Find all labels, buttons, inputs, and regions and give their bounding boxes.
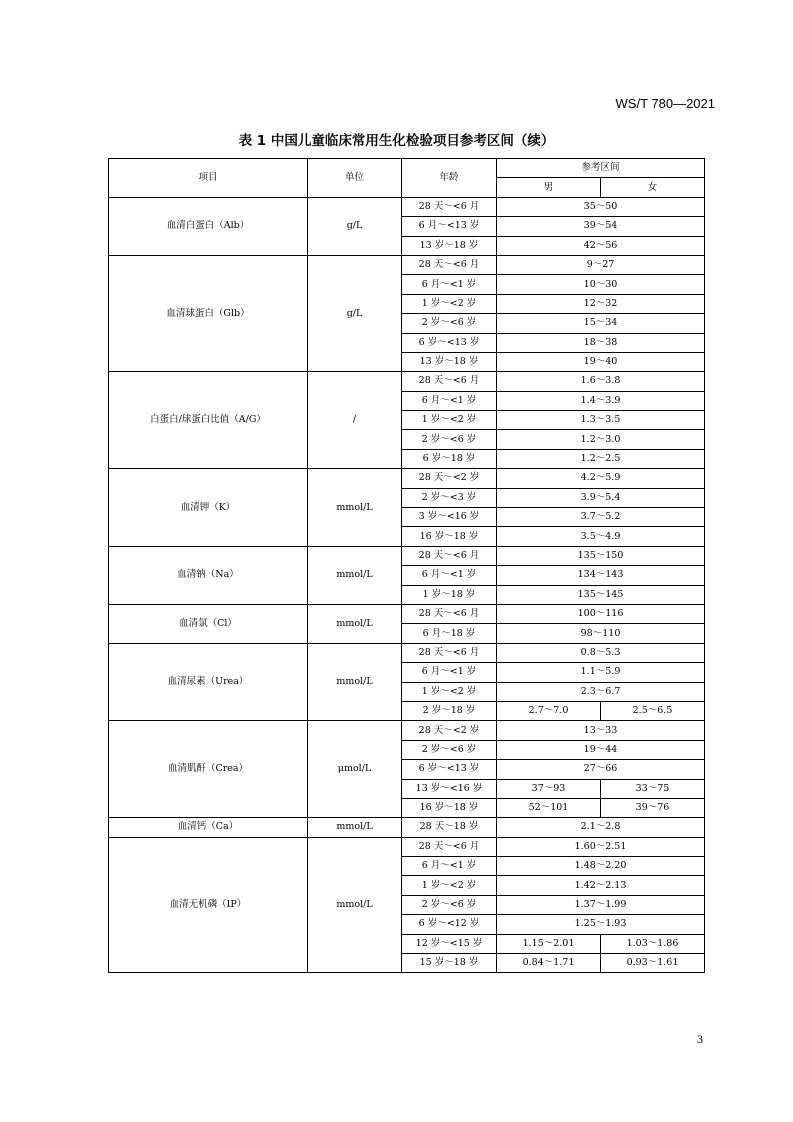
- table-row: [109, 837, 705, 856]
- reference-interval-cell: 15～34: [497, 314, 705, 333]
- age-cell: 6 岁～<12 岁: [402, 915, 497, 934]
- reference-interval-cell: 4.2～5.9: [497, 469, 705, 488]
- female-interval-cell: 2.5～6.5: [601, 701, 705, 720]
- age-cell: 2 岁～<3 岁: [402, 488, 497, 507]
- unit-cell: mmol/L: [308, 818, 402, 837]
- age-cell: 13 岁～<16 岁: [402, 779, 497, 798]
- male-interval-cell: 2.7～7.0: [497, 701, 601, 720]
- age-cell: 6 岁～18 岁: [402, 449, 497, 468]
- age-cell: 2 岁～<6 岁: [402, 314, 497, 333]
- reference-interval-cell: 35～50: [497, 197, 705, 216]
- age-cell: 2 岁～18 岁: [402, 701, 497, 720]
- age-cell: 13 岁～18 岁: [402, 236, 497, 255]
- reference-interval-cell: 1.2～2.5: [497, 449, 705, 468]
- header-female: 女: [601, 178, 705, 197]
- table-row: [109, 372, 705, 391]
- item-name-cell: 血清尿素（Urea）: [109, 643, 308, 721]
- age-cell: 1 岁～<2 岁: [402, 294, 497, 313]
- age-cell: 6 岁～<13 岁: [402, 760, 497, 779]
- age-cell: 28 天～<6 月: [402, 604, 497, 623]
- reference-interval-cell: 98～110: [497, 624, 705, 643]
- reference-interval-cell: 1.1～5.9: [497, 663, 705, 682]
- header-age: 年龄: [402, 159, 497, 198]
- reference-interval-cell: 19～40: [497, 352, 705, 371]
- item-name-cell: 血清白蛋白（Alb）: [109, 197, 308, 255]
- age-cell: 28 天～<2 岁: [402, 469, 497, 488]
- reference-interval-cell: 1.6～3.8: [497, 372, 705, 391]
- reference-interval-cell: 2.3～6.7: [497, 682, 705, 701]
- reference-interval-cell: 135～145: [497, 585, 705, 604]
- unit-cell: mmol/L: [308, 643, 402, 721]
- female-interval-cell: 33～75: [601, 779, 705, 798]
- age-cell: 1 岁～<2 岁: [402, 682, 497, 701]
- unit-cell: mmol/L: [308, 837, 402, 973]
- age-cell: 16 岁～18 岁: [402, 798, 497, 817]
- age-cell: 15 岁～18 岁: [402, 954, 497, 973]
- age-cell: 28 天～<2 岁: [402, 721, 497, 740]
- reference-interval-cell: 135～150: [497, 546, 705, 565]
- item-name-cell: 血清钙（Ca）: [109, 818, 308, 837]
- item-name-cell: 血清肌酐（Crea）: [109, 721, 308, 818]
- reference-interval-cell: 3.5～4.9: [497, 527, 705, 546]
- reference-interval-cell: 1.2～3.0: [497, 430, 705, 449]
- female-interval-cell: 39～76: [601, 798, 705, 817]
- reference-interval-cell: 1.3～3.5: [497, 411, 705, 430]
- reference-interval-cell: 42～56: [497, 236, 705, 255]
- item-name-cell: 血清无机磷（IP）: [109, 837, 308, 973]
- female-interval-cell: 1.03～1.86: [601, 934, 705, 953]
- reference-interval-cell: 19～44: [497, 740, 705, 759]
- male-interval-cell: 37～93: [497, 779, 601, 798]
- age-cell: 28 天～<6 月: [402, 643, 497, 662]
- table-header: [109, 159, 705, 198]
- reference-interval-cell: 39～54: [497, 217, 705, 236]
- age-cell: 6 月～18 岁: [402, 624, 497, 643]
- standard-code: WS/T 780—2021: [615, 96, 715, 111]
- reference-interval-cell: 12～32: [497, 294, 705, 313]
- reference-interval-cell: 3.7～5.2: [497, 508, 705, 527]
- table-row: [109, 604, 705, 623]
- table-title: 表 1 中国儿童临床常用生化检验项目参考区间（续）: [238, 133, 555, 149]
- page-number: 3: [697, 1032, 703, 1046]
- unit-cell: mmol/L: [308, 604, 402, 643]
- unit-cell: g/L: [308, 255, 402, 371]
- reference-interval-cell: 1.4～3.9: [497, 391, 705, 410]
- table-row: [109, 721, 705, 740]
- age-cell: 28 天～<6 月: [402, 372, 497, 391]
- age-cell: 2 岁～<6 岁: [402, 430, 497, 449]
- item-name-cell: 血清氯（Cl）: [109, 604, 308, 643]
- table-row: [109, 818, 705, 837]
- age-cell: 1 岁～<2 岁: [402, 876, 497, 895]
- male-interval-cell: 52～101: [497, 798, 601, 817]
- age-cell: 6 月～<1 岁: [402, 663, 497, 682]
- age-cell: 6 月～<1 岁: [402, 857, 497, 876]
- reference-interval-cell: 100～116: [497, 604, 705, 623]
- unit-cell: mmol/L: [308, 546, 402, 604]
- unit-cell: /: [308, 372, 402, 469]
- reference-interval-cell: 27～66: [497, 760, 705, 779]
- age-cell: 6 月～<1 岁: [402, 391, 497, 410]
- male-interval-cell: 0.84～1.71: [497, 954, 601, 973]
- age-cell: 13 岁～18 岁: [402, 352, 497, 371]
- age-cell: 6 月～<1 岁: [402, 566, 497, 585]
- reference-interval-cell: 13～33: [497, 721, 705, 740]
- item-name-cell: 血清钠（Na）: [109, 546, 308, 604]
- item-name-cell: 白蛋白/球蛋白比值（A/G）: [109, 372, 308, 469]
- reference-interval-cell: 2.1～2.8: [497, 818, 705, 837]
- age-cell: 2 岁～<6 岁: [402, 895, 497, 914]
- reference-interval-cell: 10～30: [497, 275, 705, 294]
- age-cell: 1 岁～<2 岁: [402, 411, 497, 430]
- unit-cell: mmol/L: [308, 469, 402, 547]
- age-cell: 12 岁～<15 岁: [402, 934, 497, 953]
- item-name-cell: 血清钾（K）: [109, 469, 308, 547]
- age-cell: 2 岁～<6 岁: [402, 740, 497, 759]
- table-row: [109, 255, 705, 274]
- age-cell: 28 天～<6 月: [402, 197, 497, 216]
- reference-interval-cell: 0.8～5.3: [497, 643, 705, 662]
- age-cell: 6 月～<13 岁: [402, 217, 497, 236]
- reference-interval-cell: 1.42～2.13: [497, 876, 705, 895]
- age-cell: 28 天～<6 月: [402, 837, 497, 856]
- header-item: 项目: [109, 159, 308, 198]
- unit-cell: μmol/L: [308, 721, 402, 818]
- age-cell: 28 天～<6 月: [402, 546, 497, 565]
- header-unit: 单位: [308, 159, 402, 198]
- reference-interval-cell: 1.48～2.20: [497, 857, 705, 876]
- age-cell: 6 岁～<13 岁: [402, 333, 497, 352]
- table-body: [109, 197, 705, 973]
- reference-interval-cell: 1.60～2.51: [497, 837, 705, 856]
- reference-interval-cell: 1.37～1.99: [497, 895, 705, 914]
- male-interval-cell: 1.15～2.01: [497, 934, 601, 953]
- item-name-cell: 血清球蛋白（Glb）: [109, 255, 308, 371]
- table-row: [109, 197, 705, 216]
- reference-interval-table: [108, 158, 705, 973]
- age-cell: 28 天～<6 月: [402, 255, 497, 274]
- table-row: [109, 469, 705, 488]
- age-cell: 3 岁～<16 岁: [402, 508, 497, 527]
- reference-interval-cell: 134～143: [497, 566, 705, 585]
- age-cell: 16 岁～18 岁: [402, 527, 497, 546]
- reference-interval-cell: 3.9～5.4: [497, 488, 705, 507]
- table-row: [109, 643, 705, 662]
- female-interval-cell: 0.93～1.61: [601, 954, 705, 973]
- table-row: [109, 546, 705, 565]
- age-cell: 6 月～<1 岁: [402, 275, 497, 294]
- reference-interval-cell: 9～27: [497, 255, 705, 274]
- reference-interval-cell: 1.25～1.93: [497, 915, 705, 934]
- header-reference-interval: 参考区间: [497, 159, 705, 178]
- unit-cell: g/L: [308, 197, 402, 255]
- reference-interval-cell: 18～38: [497, 333, 705, 352]
- age-cell: 28 天～18 岁: [402, 818, 497, 837]
- header-male: 男: [497, 178, 601, 197]
- age-cell: 1 岁～18 岁: [402, 585, 497, 604]
